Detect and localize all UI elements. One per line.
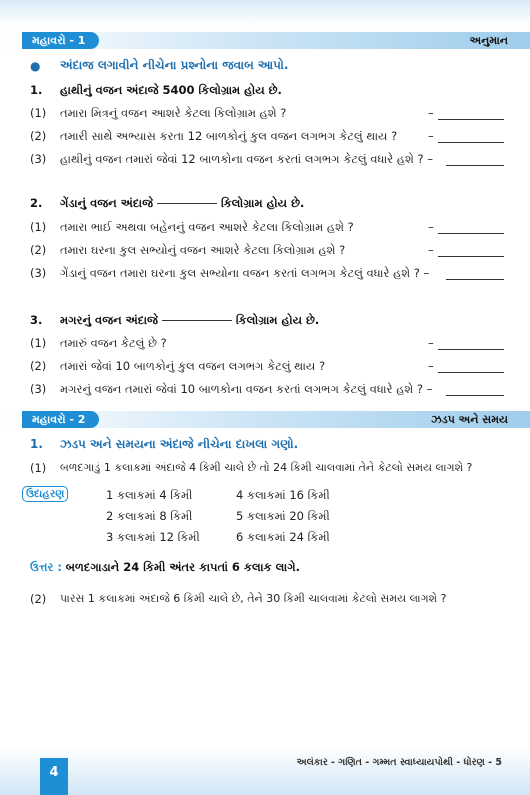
q2-2-dash: – <box>428 243 434 257</box>
q3-3-text: મગરનું વજન તમારાં જેવાં 10 બાળકોના વજન કરતાં લગભગ કેટલું વધારે હશે ? – <box>60 382 433 396</box>
bullet-icon: ● <box>30 59 41 73</box>
answer-line[interactable] <box>446 279 504 280</box>
example-badge: ઉદાહરણ <box>22 486 68 502</box>
q3-1-num: (1) <box>30 336 47 350</box>
q1-1-text: તમારા મિત્રનું વજન આશરે કેટલા કિલોગ્રામ હશે ? <box>60 106 287 120</box>
s2-q2-num: (2) <box>30 592 47 606</box>
section2-tag: મહાવરો - 2 <box>22 411 99 428</box>
answer-line[interactable] <box>446 165 504 166</box>
answer-line[interactable] <box>446 395 504 396</box>
q1-2-text: તમારી સાથે અભ્યાસ કરતા 12 બાળકોનું કુલ વજન લગભગ કેટલું થાય ? <box>60 129 398 143</box>
q3-1-dash: – <box>428 336 434 350</box>
group3-heading-post: કિલોગ્રામ હોય છે. <box>235 313 320 327</box>
q3-2-dash: – <box>428 359 434 373</box>
q2-2-num: (2) <box>30 243 47 257</box>
group3-heading <box>60 313 319 328</box>
s2-q1-text: બળદગાડું 1 કલાકમાં અંદાજે 4 કિમી ચાલે છે તો 24 કિમી ચાલવામાં તેને કેટલો સમય લાગશે ? <box>60 461 473 474</box>
q2-1-dash: – <box>428 220 434 234</box>
q1-1-num: (1) <box>30 106 47 120</box>
section1-tag: મહાવરો - 1 <box>22 32 99 49</box>
instruction: અંદાજ લગાવીને નીચેના પ્રશ્નોના જવાબ આપો. <box>60 58 289 72</box>
answer-line[interactable] <box>438 372 504 373</box>
q3-2-num: (2) <box>30 359 47 373</box>
q2-2-text: તમારા ઘરના કુલ સભ્યોનું વજન આશરે કેટલા કિલોગ્રામ હશે ? <box>60 243 346 257</box>
q1-3-num: (3) <box>30 152 47 166</box>
fill-blank[interactable] <box>162 320 232 321</box>
q1-2-num: (2) <box>30 129 47 143</box>
answer-line[interactable] <box>438 119 504 120</box>
footer-band <box>0 748 530 795</box>
footer-title: અલંકાર - ગણિત - ગમ્મત સ્વાધ્યાયપોથી - ધોરણ - 5 <box>296 757 502 768</box>
example-cell: 3 કલાકમાં 12 કિમી <box>106 530 200 544</box>
section2-heading: ઝડપ અને સમયના અંદાજે નીચેના દાખલા ગણો. <box>60 437 299 451</box>
group1-heading: હાથીનું વજન અંદાજે 5400 કિલોગ્રામ હોય છે. <box>60 83 282 97</box>
q1-2-dash: – <box>428 129 434 143</box>
q2-1-text: તમારા ભાઈ અથવા બહેનનું વજન આશરે કેટલા કિલોગ્રામ હશે ? <box>60 220 354 234</box>
answer-line[interactable] <box>438 256 504 257</box>
section2-topic: ઝડપ અને સમય <box>431 413 508 426</box>
q2-1-num: (1) <box>30 220 47 234</box>
example-cell: 2 કલાકમાં 8 કિમી <box>106 509 193 523</box>
group2-num: 2. <box>30 196 43 210</box>
group2-heading-post: કિલોગ્રામ હોય છે. <box>220 196 305 210</box>
answer-line[interactable] <box>438 233 504 234</box>
page-number: 4 <box>40 758 68 795</box>
example-cell: 5 કલાકમાં 20 કિમી <box>236 509 330 523</box>
answer-line[interactable] <box>438 349 504 350</box>
q2-3-num: (3) <box>30 266 47 280</box>
section2-num: 1. <box>30 437 43 451</box>
q2-3-text: ગેંડાનું વજન તમારા ઘરના કુલ સભ્યોના વજન કરતાં લગભગ કેટલું વધારે હશે ? – <box>60 266 430 280</box>
section1-topic: અનુમાન <box>469 34 508 47</box>
group3-heading-pre: મગરનું વજન અંદાજે <box>60 313 158 327</box>
answer-line[interactable] <box>438 142 504 143</box>
example-cell: 6 કલાકમાં 24 કિમી <box>236 530 330 544</box>
q3-2-text: તમારાં જેવાં 10 બાળકોનું કુલ વજન લગભગ કેટલું થાય ? <box>60 359 326 373</box>
answer-label: ઉત્તર : <box>30 560 63 574</box>
q1-3-text: હાથીનું વજન તમારાં જેવાં 12 બાળકોના વજન કરતાં લગભગ કેટલું વધારે હશે ? – <box>60 152 434 166</box>
answer-line-text <box>30 560 300 575</box>
top-wash <box>0 0 530 26</box>
q3-3-num: (3) <box>30 382 47 396</box>
q3-1-text: તમારું વજન કેટલું છે ? <box>60 336 167 350</box>
example-cell: 1 કલાકમાં 4 કિમી <box>106 488 193 502</box>
group3-num: 3. <box>30 313 43 327</box>
answer-text: બળદગાડાને 24 કિમી અંતર કાપતાં 6 કલાક લાગે. <box>65 560 300 574</box>
fill-blank[interactable] <box>157 203 217 204</box>
example-cell: 4 કલાકમાં 16 કિમી <box>236 488 330 502</box>
s2-q2-text: પારસ 1 કલાકમાં અંદાજે 6 કિમી ચાલે છે, તેને 30 કિમી ચાલવામાં કેટલો સમય લાગશે ? <box>60 592 447 605</box>
group2-heading <box>60 196 304 211</box>
group2-heading-pre: ગેંડાનું વજન અંદાજે <box>60 196 153 210</box>
q1-1-dash: – <box>428 106 434 120</box>
group1-num: 1. <box>30 83 43 97</box>
s2-q1-num: (1) <box>30 461 47 475</box>
